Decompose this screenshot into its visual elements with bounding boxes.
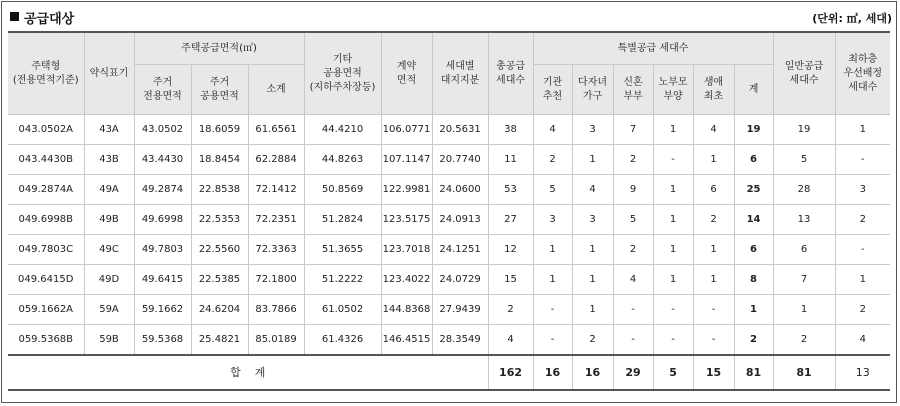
cell-abbr: 49C	[84, 235, 134, 265]
header-text: 일반공급	[784, 60, 824, 72]
cell-elderly-parent: -	[653, 145, 693, 175]
cell-general-supply: 2	[773, 325, 835, 356]
cell-contract-area: 146.4515	[381, 325, 432, 356]
table-row	[8, 295, 890, 325]
cell-total-units: 2	[488, 295, 533, 325]
table-row	[8, 115, 890, 145]
cell-other-common: 50.8569	[304, 175, 381, 205]
header-total-units	[488, 32, 533, 115]
total-general: 81	[773, 355, 835, 390]
header-text: 계약	[396, 60, 417, 72]
cell-institution: 1	[533, 265, 572, 295]
cell-abbr: 59B	[84, 325, 134, 356]
cell-other-common: 51.2824	[304, 205, 381, 235]
header-lowest-floor	[835, 32, 890, 115]
header-institution	[533, 65, 572, 115]
cell-exclusive-area: 49.7803	[134, 235, 191, 265]
cell-land-share: 24.0913	[432, 205, 488, 235]
cell-special-sum: 19	[734, 115, 773, 145]
table-row	[8, 205, 890, 235]
cell-common-area: 22.5353	[191, 205, 248, 235]
header-common-area	[191, 65, 248, 115]
header-text: 세대수	[789, 74, 819, 86]
header-text: 전용면적	[143, 90, 182, 102]
header-text: 대지지분	[440, 74, 480, 86]
cell-abbr: 59A	[84, 295, 134, 325]
cell-general-supply: 6	[773, 235, 835, 265]
cell-lowest-floor: 2	[835, 205, 890, 235]
header-text: 공용면적	[200, 90, 239, 102]
cell-subtotal: 85.0189	[248, 325, 304, 356]
total-special-sum: 81	[734, 355, 773, 390]
cell-multi-child: 3	[572, 205, 613, 235]
header-exclusive-area	[134, 65, 191, 115]
header-text: 노부모	[658, 76, 688, 88]
cell-elderly-parent: -	[653, 295, 693, 325]
header-contract-area	[381, 32, 432, 115]
cell-subtotal: 72.1800	[248, 265, 304, 295]
cell-contract-area: 123.7018	[381, 235, 432, 265]
cell-first-life: 1	[693, 145, 734, 175]
cell-exclusive-area: 59.1662	[134, 295, 191, 325]
cell-special-sum: 2	[734, 325, 773, 356]
header-text: 최초	[703, 90, 724, 102]
cell-first-life: 4	[693, 115, 734, 145]
header-text: 주택형	[31, 60, 61, 72]
table-body	[8, 115, 890, 356]
cell-contract-area: 106.0771	[381, 115, 432, 145]
header-text: 세대수	[496, 74, 526, 86]
header-text: 세대별	[445, 60, 475, 72]
cell-abbr: 49A	[84, 175, 134, 205]
header-text: 신혼	[623, 76, 643, 88]
cell-newlywed: 5	[613, 205, 653, 235]
header-first-life	[693, 65, 734, 115]
table-row	[8, 265, 890, 295]
header-text: 주거	[209, 76, 230, 88]
cell-common-area: 25.4821	[191, 325, 248, 356]
cell-exclusive-area: 43.4430	[134, 145, 191, 175]
cell-total-units: 38	[488, 115, 533, 145]
cell-exclusive-area: 49.6415	[134, 265, 191, 295]
cell-special-sum: 14	[734, 205, 773, 235]
header-text: 기관	[542, 76, 563, 88]
header-land-share	[432, 32, 488, 115]
cell-general-supply: 7	[773, 265, 835, 295]
header-text: (전용면적기준)	[12, 74, 79, 86]
cell-lowest-floor: 3	[835, 175, 890, 205]
cell-institution: 3	[533, 205, 572, 235]
cell-first-life: 2	[693, 205, 734, 235]
cell-abbr: 49B	[84, 205, 134, 235]
header-newlywed	[613, 65, 653, 115]
total-newlywed: 29	[613, 355, 653, 390]
cell-common-area: 22.8538	[191, 175, 248, 205]
cell-total-units: 15	[488, 265, 533, 295]
header-other-common	[304, 32, 381, 115]
header-special-supply: 특별공급 세대수	[533, 32, 773, 65]
cell-abbr: 43B	[84, 145, 134, 175]
cell-general-supply: 1	[773, 295, 835, 325]
cell-exclusive-area: 49.2874	[134, 175, 191, 205]
cell-newlywed: -	[613, 295, 653, 325]
cell-lowest-floor: 4	[835, 325, 890, 356]
cell-contract-area: 123.4022	[381, 265, 432, 295]
cell-elderly-parent: 1	[653, 205, 693, 235]
cell-general-supply: 5	[773, 145, 835, 175]
cell-elderly-parent: 1	[653, 115, 693, 145]
header-text: 면적	[396, 74, 417, 86]
cell-newlywed: 2	[613, 235, 653, 265]
cell-land-share: 24.0729	[432, 265, 488, 295]
cell-abbr: 49D	[84, 265, 134, 295]
cell-housing-type: 059.1662A	[8, 295, 84, 325]
cell-exclusive-area: 59.5368	[134, 325, 191, 356]
cell-multi-child: 1	[572, 295, 613, 325]
cell-land-share: 20.5631	[432, 115, 488, 145]
cell-institution: -	[533, 325, 572, 356]
total-label: 합계	[8, 355, 488, 390]
table-row	[8, 325, 890, 356]
cell-first-life: 1	[693, 235, 734, 265]
cell-multi-child: 2	[572, 325, 613, 356]
cell-total-units: 27	[488, 205, 533, 235]
header-text: 추천	[542, 90, 563, 102]
cell-elderly-parent: 1	[653, 235, 693, 265]
header-text: 공용면적	[323, 67, 362, 79]
header-text: (지하주차장등)	[309, 81, 376, 93]
header-general-supply	[773, 32, 835, 115]
total-multi-child: 16	[572, 355, 613, 390]
bullet-square-icon	[10, 12, 19, 21]
cell-exclusive-area: 43.0502	[134, 115, 191, 145]
header-subtotal: 소계	[248, 65, 304, 115]
cell-total-units: 53	[488, 175, 533, 205]
cell-subtotal: 72.2351	[248, 205, 304, 235]
cell-institution: 4	[533, 115, 572, 145]
cell-contract-area: 107.1147	[381, 145, 432, 175]
cell-general-supply: 13	[773, 205, 835, 235]
cell-special-sum: 6	[734, 145, 773, 175]
cell-first-life: -	[693, 295, 734, 325]
cell-newlywed: 2	[613, 145, 653, 175]
table-row	[8, 235, 890, 265]
cell-lowest-floor: 1	[835, 265, 890, 295]
header-multi-child	[572, 65, 613, 115]
header-housing-type	[8, 32, 84, 115]
cell-other-common: 44.8263	[304, 145, 381, 175]
cell-multi-child: 1	[572, 265, 613, 295]
header-text: 부양	[663, 90, 683, 102]
cell-contract-area: 123.5175	[381, 205, 432, 235]
cell-multi-child: 4	[572, 175, 613, 205]
cell-general-supply: 28	[773, 175, 835, 205]
cell-elderly-parent: -	[653, 325, 693, 356]
cell-subtotal: 61.6561	[248, 115, 304, 145]
cell-other-common: 51.3655	[304, 235, 381, 265]
cell-common-area: 24.6204	[191, 295, 248, 325]
header-text: 기타	[332, 53, 353, 65]
cell-housing-type: 059.5368B	[8, 325, 84, 356]
page-title: 공급대상	[24, 12, 75, 27]
cell-total-units: 12	[488, 235, 533, 265]
cell-special-sum: 6	[734, 235, 773, 265]
table-row	[8, 145, 890, 175]
total-first-life: 15	[693, 355, 734, 390]
cell-other-common: 61.4326	[304, 325, 381, 356]
cell-newlywed: 9	[613, 175, 653, 205]
header-supply-area: 주택공급면적(㎡)	[134, 32, 304, 65]
header-text: 세대수	[848, 81, 878, 93]
cell-housing-type: 049.6998B	[8, 205, 84, 235]
cell-land-share: 28.3549	[432, 325, 488, 356]
header-text: 부부	[623, 90, 643, 102]
cell-special-sum: 1	[734, 295, 773, 325]
cell-institution: 5	[533, 175, 572, 205]
cell-common-area: 18.6059	[191, 115, 248, 145]
cell-common-area: 18.8454	[191, 145, 248, 175]
cell-land-share: 24.0600	[432, 175, 488, 205]
cell-exclusive-area: 49.6998	[134, 205, 191, 235]
header-text: 생애	[703, 76, 724, 88]
cell-first-life: 6	[693, 175, 734, 205]
cell-housing-type: 049.6415D	[8, 265, 84, 295]
cell-lowest-floor: -	[835, 145, 890, 175]
total-row	[8, 355, 890, 390]
cell-lowest-floor: 2	[835, 295, 890, 325]
cell-contract-area: 144.8368	[381, 295, 432, 325]
cell-special-sum: 8	[734, 265, 773, 295]
cell-common-area: 22.5560	[191, 235, 248, 265]
header-special-sum: 계	[734, 65, 773, 115]
cell-special-sum: 25	[734, 175, 773, 205]
cell-housing-type: 049.7803C	[8, 235, 84, 265]
cell-multi-child: 1	[572, 145, 613, 175]
cell-multi-child: 1	[572, 235, 613, 265]
cell-housing-type: 049.2874A	[8, 175, 84, 205]
cell-housing-type: 043.0502A	[8, 115, 84, 145]
cell-land-share: 20.7740	[432, 145, 488, 175]
header-abbr: 약식표기	[84, 32, 134, 115]
cell-land-share: 27.9439	[432, 295, 488, 325]
cell-other-common: 51.2222	[304, 265, 381, 295]
cell-land-share: 24.1251	[432, 235, 488, 265]
table-row	[8, 175, 890, 205]
cell-first-life: 1	[693, 265, 734, 295]
cell-subtotal: 72.1412	[248, 175, 304, 205]
cell-institution: 2	[533, 145, 572, 175]
cell-subtotal: 62.2884	[248, 145, 304, 175]
unit-note: (단위: ㎡, 세대)	[812, 12, 892, 25]
cell-institution: -	[533, 295, 572, 325]
header-elderly-parent	[653, 65, 693, 115]
header-text: 다자녀	[578, 76, 608, 88]
header-text: 총공급	[496, 60, 526, 72]
total-units-sum: 162	[488, 355, 533, 390]
total-elderly-parent: 5	[653, 355, 693, 390]
cell-other-common: 61.0502	[304, 295, 381, 325]
header-text: 가구	[582, 90, 603, 102]
cell-other-common: 44.4210	[304, 115, 381, 145]
header-text: 최하층	[848, 53, 878, 65]
cell-elderly-parent: 1	[653, 175, 693, 205]
cell-housing-type: 043.4430B	[8, 145, 84, 175]
header-text: 우선배정	[843, 67, 883, 79]
cell-multi-child: 3	[572, 115, 613, 145]
cell-institution: 1	[533, 235, 572, 265]
cell-abbr: 43A	[84, 115, 134, 145]
cell-newlywed: 4	[613, 265, 653, 295]
title-row	[8, 8, 892, 26]
cell-contract-area: 122.9981	[381, 175, 432, 205]
total-institution: 16	[533, 355, 572, 390]
supply-table	[8, 31, 890, 391]
header-text: 주거	[152, 76, 173, 88]
cell-newlywed: 7	[613, 115, 653, 145]
cell-common-area: 22.5385	[191, 265, 248, 295]
cell-total-units: 4	[488, 325, 533, 356]
cell-subtotal: 72.3363	[248, 235, 304, 265]
cell-lowest-floor: -	[835, 235, 890, 265]
cell-general-supply: 19	[773, 115, 835, 145]
cell-first-life: -	[693, 325, 734, 356]
total-lowest-floor: 13	[835, 355, 890, 390]
cell-elderly-parent: 1	[653, 265, 693, 295]
cell-newlywed: -	[613, 325, 653, 356]
cell-lowest-floor: 1	[835, 115, 890, 145]
cell-subtotal: 83.7866	[248, 295, 304, 325]
cell-total-units: 11	[488, 145, 533, 175]
